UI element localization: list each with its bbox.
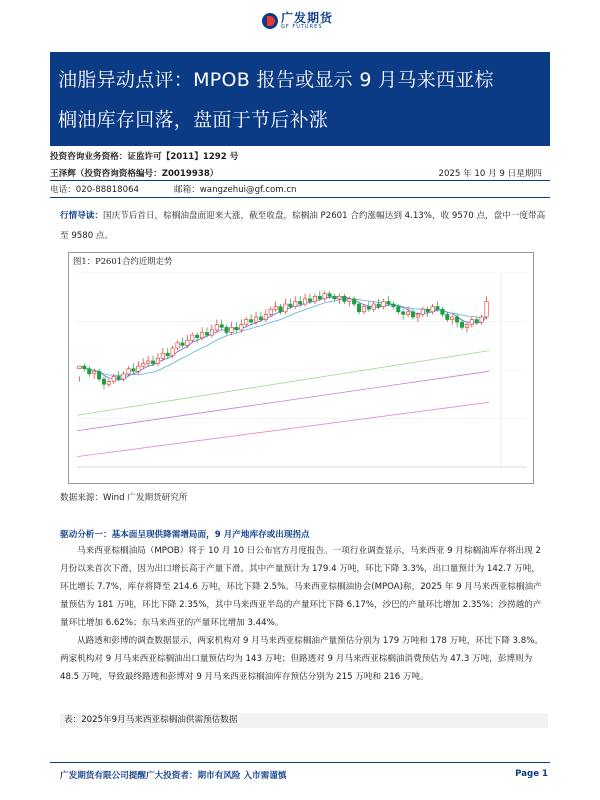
candle-body — [215, 325, 218, 330]
analysis-heading: 驱动分析一：基本面呈现供降需增局面，9 月产地库存或出现拐点 — [60, 530, 310, 540]
long-moving-average-line — [77, 351, 489, 416]
candle-body — [347, 299, 350, 302]
candle-body — [446, 314, 449, 319]
candle-body — [279, 307, 282, 312]
candle-body — [220, 325, 223, 328]
candle-body — [244, 320, 247, 325]
candle-body — [78, 366, 81, 369]
risk-disclaimer: 广发期货有限公司提醒广大投资者：期市有风险 入市需谨慎 — [60, 771, 287, 781]
candle-body — [225, 327, 228, 332]
author-text: 王泽辉（投资咨询资格编号：Z0019938） — [50, 169, 219, 179]
candle-body — [205, 332, 208, 335]
candle-body — [455, 317, 458, 322]
candle-body — [200, 332, 203, 337]
footer-divider — [50, 762, 550, 763]
candle-body — [377, 304, 380, 307]
candle-body — [397, 307, 400, 312]
candle-body — [210, 330, 213, 335]
candle-body — [426, 309, 429, 312]
candle-body — [431, 307, 434, 312]
candle-body — [343, 296, 346, 301]
candle-body — [107, 382, 110, 385]
title-banner — [50, 52, 550, 146]
candle-body — [92, 371, 95, 374]
analysis-paragraph-1 — [60, 542, 548, 632]
analysis-paragraph-1-text: 马来西亚棕榈油局（MPOB）将于 10 月 10 日公布官方月度报告。一项行业调查显示，马来西亚 9 月棕榈油库存将出现 2 月份以来首次下滑，因为出口增长高于产量下滑。其中产量预计为 179.4 万吨，环比下降 3.3%，出口量预计为 142.7 万吨，环比增长 7.7%，库存将降至 214.6 万吨，环比下降 2.5%。马来西亚棕榈油协会(MPOA)称，2025 年 9 月马来西亚棕榈油产量预估为 181 万吨，环比下降 2.35%，其中马来西亚半岛的产量环比下降 6.17%，沙巴的产量环比增加 2.35%；沙捞越的产量环比增加 6.62%；东马来西亚的产量环比增加 3.44%。 — [60, 546, 542, 628]
candle-body — [338, 296, 341, 299]
candle-body — [161, 353, 164, 358]
candle-body — [264, 314, 267, 319]
candle-body — [367, 307, 370, 310]
candle-body — [191, 335, 194, 340]
candle-body — [254, 317, 257, 322]
candle-body — [465, 325, 468, 328]
logo-name-cn: 广发期货 — [281, 11, 334, 25]
candle-body — [441, 309, 444, 314]
candle-body — [485, 301, 488, 317]
market-summary-text: 国庆节后首日，棕榈油盘面迎来大涨，截至收盘，棕榈油 P2601 合约涨幅达到 4.13%，收 9570 点，盘中一度带高至 9580 点。 — [60, 211, 546, 241]
candle-body — [480, 317, 483, 322]
candle-body — [475, 320, 478, 323]
candle-body — [313, 296, 316, 301]
candle-body — [294, 301, 297, 306]
candle-body — [235, 327, 238, 330]
candle-body — [240, 325, 243, 330]
report-title-line-1: 油脂异动点评：MPOB 报告或显示 9 月马来西亚棕 — [58, 69, 494, 91]
long-moving-average-line — [77, 402, 489, 456]
candle-body — [230, 327, 233, 332]
candle-body — [323, 294, 326, 299]
candle-body — [146, 361, 149, 364]
candle-body — [387, 301, 390, 304]
candle-body — [122, 374, 125, 379]
company-logo — [262, 12, 333, 30]
candle-body — [88, 369, 91, 374]
candle-body — [436, 307, 439, 310]
candle-body — [284, 304, 287, 312]
candle-body — [181, 343, 184, 346]
candle-body — [328, 294, 331, 297]
candle-body — [382, 301, 385, 306]
candle-body — [269, 309, 272, 314]
candle-body — [421, 309, 424, 314]
candle-body — [450, 317, 453, 320]
candle-body — [97, 371, 100, 379]
price-chart — [69, 267, 533, 483]
candle-body — [137, 366, 140, 371]
candle-body — [372, 304, 375, 309]
phone-text: 电话：020-88818064 — [50, 185, 140, 195]
long-moving-average-line — [77, 371, 489, 430]
candle-body — [318, 296, 321, 299]
qualification-text: 投资咨询业务资格：证监许可【2011】1292 号 — [50, 152, 239, 162]
candle-body — [171, 348, 174, 356]
candle-body — [392, 304, 395, 307]
meta-divider — [50, 180, 550, 181]
candle-body — [249, 320, 252, 323]
meta-divider-bottom — [50, 197, 550, 198]
figure-1 — [68, 252, 534, 484]
logo-name-en: GF FUTURES — [281, 24, 323, 30]
candle-body — [401, 312, 404, 315]
figure-source: 数据来源：Wind 广发期货研究所 — [60, 493, 188, 503]
table-caption: 表：2025年9月马来西亚棕榈油供需预估数据 — [60, 713, 548, 728]
candle-body — [274, 307, 277, 310]
report-date: 2025 年 10 月 9 日星期四 — [438, 169, 542, 179]
candle-body — [117, 376, 120, 379]
candle-body — [102, 379, 105, 384]
candle-body — [406, 312, 409, 315]
candle-body — [259, 317, 262, 320]
candle-body — [333, 296, 336, 299]
email-text: 邮箱：wangzehui@gf.com.cn — [174, 185, 297, 195]
candle-body — [83, 366, 86, 369]
candle-body — [166, 353, 169, 356]
market-summary — [60, 207, 548, 246]
candle-body — [127, 369, 130, 374]
candle-body — [411, 312, 414, 317]
candle-body — [176, 343, 179, 348]
candle-body — [352, 299, 355, 304]
analysis-paragraph-2-text: 从路透和彭博的调查数据显示，两家机构对 9 月马来西亚棕榈油产量预估分别为 179 万吨和 178 万吨，环比下降 3.8%。两家机构对 9 月马来西亚棕榈油出口量预估均为 143 万吨；但路透对 9 月马来西亚棕榈油消费预估为 47.3 万吨，彭博则为 48.5 万吨，导致最终路透和彭博对 9 月马来西亚棕榈油库存预估分别为 215 万吨和 216 万吨。 — [60, 636, 543, 682]
candle-body — [298, 301, 301, 304]
candle-body — [308, 299, 311, 302]
candle-body — [195, 335, 198, 338]
page-footer — [60, 769, 548, 781]
candle-body — [132, 369, 135, 372]
candle-body — [303, 299, 306, 304]
candle-body — [289, 304, 292, 307]
market-summary-label: 行情导读： — [60, 211, 103, 221]
candle-body — [156, 358, 159, 363]
candle-body — [460, 322, 463, 327]
candle-body — [151, 361, 154, 364]
candle-body — [186, 340, 189, 345]
report-title-line-2: 榈油库存回落，盘面于节后补涨 — [58, 109, 329, 131]
analysis-paragraph-2 — [60, 632, 548, 686]
candle-body — [141, 364, 144, 367]
candle-body — [357, 304, 360, 312]
logo-icon — [262, 13, 278, 29]
candle-body — [112, 376, 115, 381]
page-number: Page 1 — [515, 769, 548, 779]
candle-body — [362, 307, 365, 312]
candle-body — [470, 320, 473, 325]
candle-body — [416, 314, 419, 317]
figure-title: 图1：P2601合约近期走势 — [73, 256, 173, 266]
